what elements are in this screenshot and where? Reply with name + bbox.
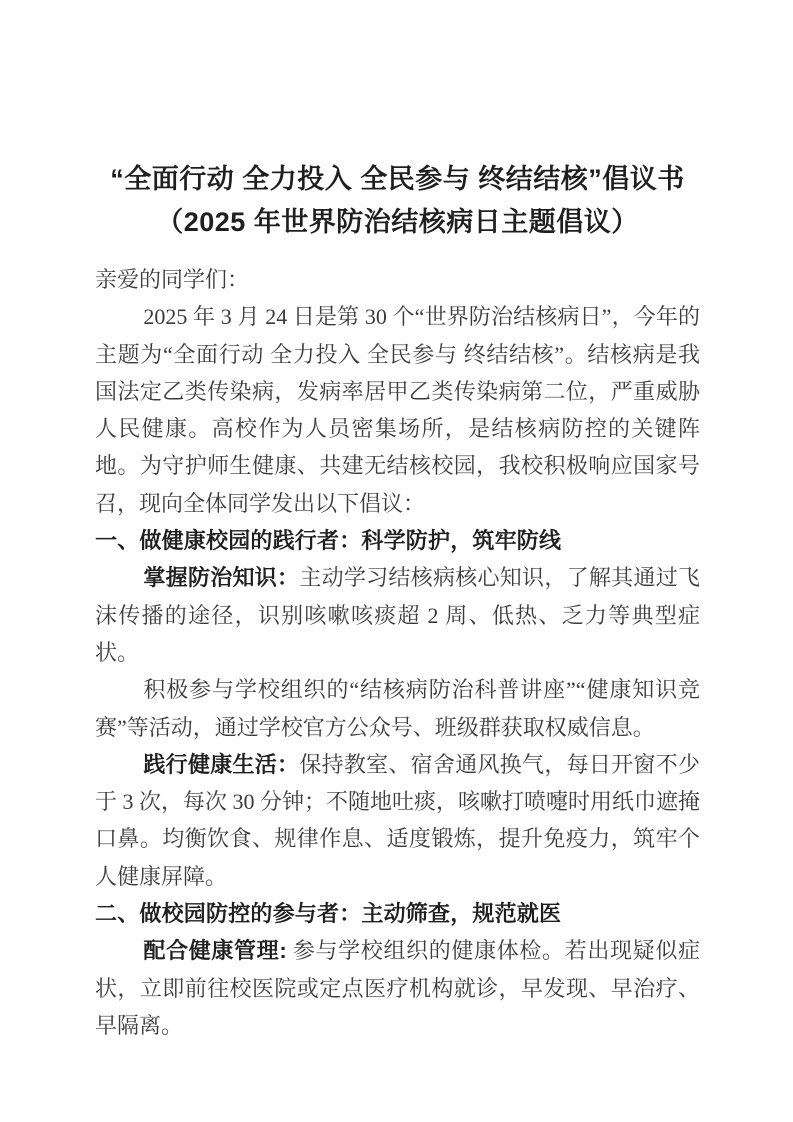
paragraph <box>95 932 700 1044</box>
bold-run: 配合健康管理: <box>143 938 287 964</box>
section-heading <box>95 895 700 932</box>
text-run: 主动学习结核病核心知识，了解其通过飞沫传播的途径，识别咳嗽咳痰超 2 周、低热、乏力等典型症状。 <box>95 565 700 665</box>
title-line-1: “全面行动 全力投入 全民参与 终结结核”倡议书 <box>110 164 685 194</box>
bold-run: 二、做校园防控的参与者：主动筛查，规范就医 <box>95 901 562 927</box>
bold-run: 掌握防治知识： <box>143 565 300 591</box>
text-run: 亲爱的同学们： <box>95 267 250 292</box>
document-content <box>95 0 700 1044</box>
bold-run: 一、做健康校园的践行者：科学防护，筑牢防线 <box>95 528 562 554</box>
bold-run: 践行健康生活： <box>143 751 300 777</box>
document-body <box>95 261 700 1044</box>
text-run: 2025 年 3 月 24 日是第 30 个“世界防治结核病日”，今年的主题为“全面行动 全力投入 全民参与 终结结核”。结核病是我国法定乙类传染病，发病率居甲乙类传染病第二位，严重威胁人民健康。高校作为人员密集场所，是结核病防控的关键阵地。为守护师生健康、共建无结核校园，我校积极响应国家号召，现向全体同学发出以下倡议： <box>95 304 700 516</box>
text-run: 参与学校组织的健康体检。若出现疑似症状，立即前往校医院或定点医疗机构就诊，早发现、早治疗、早隔离。 <box>95 938 700 1038</box>
document-title <box>95 158 700 244</box>
section-heading <box>95 522 700 559</box>
paragraph <box>95 671 700 746</box>
paragraph <box>95 298 700 522</box>
text-run: 积极参与学校组织的“结核病防治科普讲座”“健康知识竞赛”等活动，通过学校官方公众号、班级群获取权威信息。 <box>95 677 700 740</box>
paragraph <box>95 746 700 895</box>
paragraph <box>95 261 700 298</box>
title-line-2: （2025 年世界防治结核病日主题倡议） <box>156 207 639 237</box>
paragraph <box>95 559 700 671</box>
text-run: 保持教室、宿舍通风换气，每日开窗不少于 3 次，每次 30 分钟；不随地吐痰，咳嗽打喷嚏时用纸巾遮掩口鼻。均衡饮食、规律作息、适度锻炼，提升免疫力，筑牢个人健康屏障。 <box>95 751 701 889</box>
